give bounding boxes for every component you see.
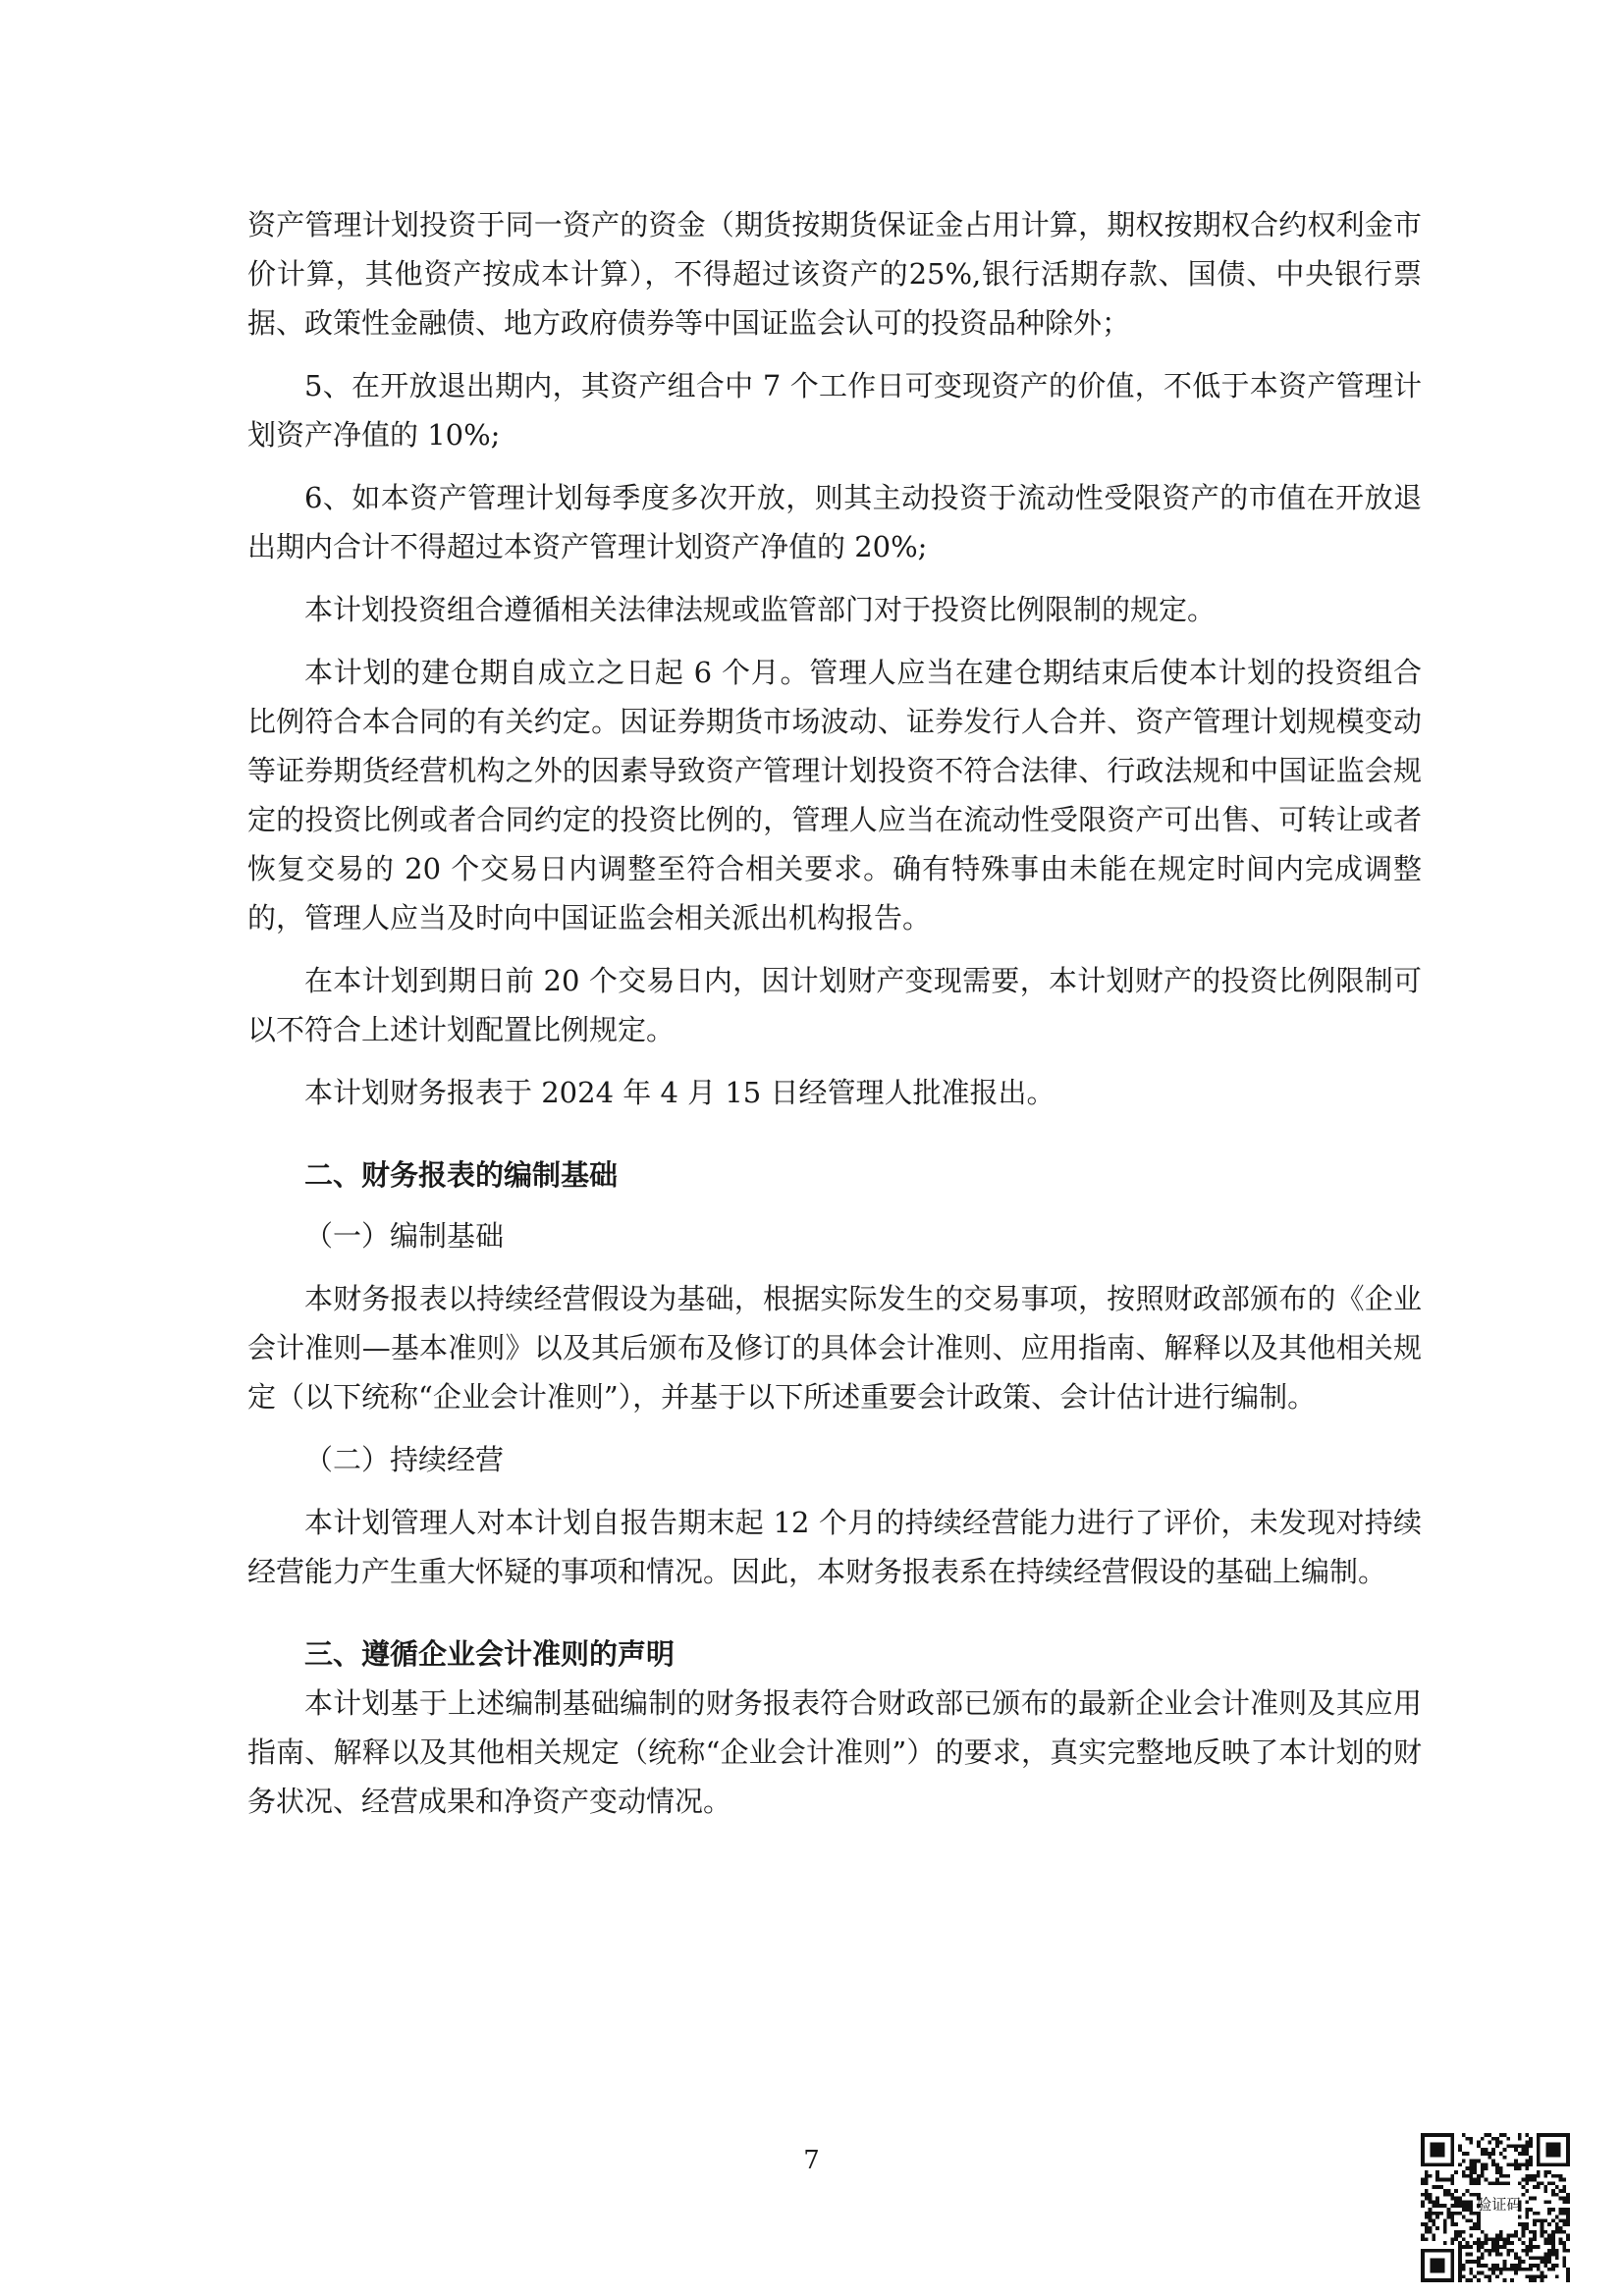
paragraph-item-6: 6、如本资产管理计划每季度多次开放，则其主动投资于流动性受限资产的市值在开放退出期内合计不得超过本资产管理计划资产净值的 20%; [247,481,1422,563]
paragraph-basis: 本财务报表以持续经营假设为基础，根据实际发生的交易事项，按照财政部颁布的《企业会计准则—基本准则》以及其后颁布及修订的具体会计准则、应用指南、解释以及其他相关规定（以下统称“企业会计准则”），并基于以下所述重要会计政策、会计估计进行编制。 [247,1282,1422,1414]
section-heading-statement: 三、遵循企业会计准则的声明 [304,1637,676,1671]
paragraph-item-5: 5、在开放退出期内，其资产组合中 7 个工作日可变现资产的价值，不低于本资产管理计划资产净值的 10%; [247,369,1422,452]
page-number: 7 [803,2146,820,2175]
paragraph-build-period: 本计划的建仓期自成立之日起 6 个月。管理人应当在建仓期结束后使本计划的投资组合比例符合本合同的有关约定。因证券期货市场波动、证券发行人合并、资产管理计划规模变动等证券期货经营机构之外的因素导致资产管理计划投资不符合法律、行政法规和中国证监会规定的投资比例或者合同约定的投资比例的，管理人应当在流动性受限资产可出售、可转让或者恢复交易的 20 个交易日内调整至符合相关要求。确有特殊事由未能在规定时间内完成调整的，管理人应当及时向中国证监会相关派出机构报告。 [247,656,1422,934]
subsection-title-going-concern: （二）持续经营 [304,1443,505,1476]
paragraph-approval: 本计划财务报表于 2024 年 4 月 15 日经管理人批准报出。 [304,1076,1055,1109]
subsection-title-basis: （一）编制基础 [304,1219,505,1253]
section-heading-basis: 二、财务报表的编制基础 [304,1158,619,1192]
qr-label: 验证码 [1477,2195,1522,2214]
paragraph-investment-limit: 资产管理计划投资于同一资产的资金（期货按期货保证金占用计算，期权按期权合约权利金市价计算，其他资产按成本计算），不得超过该资产的25%,银行活期存款、国债、中央银行票据、政策性金融债、地方政府债券等中国证监会认可的投资品种除外； [247,208,1422,340]
paragraph-statement: 本计划基于上述编制基础编制的财务报表符合财政部已颁布的最新企业会计准则及其应用指南、解释以及其他相关规定（统称“企业会计准则”）的要求，真实完整地反映了本计划的财务状况、经营成果和净资产变动情况。 [247,1686,1422,1818]
document-body [247,200,1422,1826]
paragraph-maturity: 在本计划到期日前 20 个交易日内，因计划财产变现需要，本计划财产的投资比例限制可以不符合上述计划配置比例规定。 [247,964,1422,1046]
qr-code-icon [1421,2133,1570,2282]
paragraph-compliance: 本计划投资组合遵循相关法律法规或监管部门对于投资比例限制的规定。 [304,593,1217,626]
paragraph-going-concern: 本计划管理人对本计划自报告期末起 12 个月的持续经营能力进行了评价，未发现对持续经营能力产生重大怀疑的事项和情况。因此，本财务报表系在持续经营假设的基础上编制。 [247,1506,1422,1588]
